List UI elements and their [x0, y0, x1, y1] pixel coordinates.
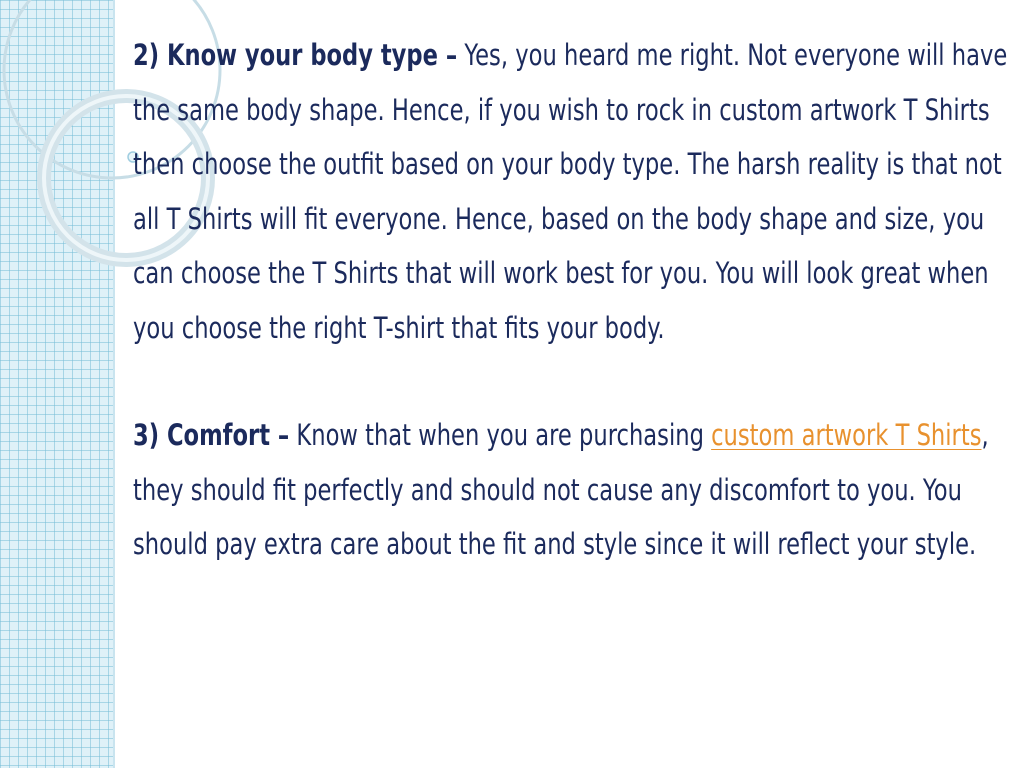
text-comfort-intro: Know that when you are purchasing [289, 418, 712, 452]
heading-comfort: 3) Comfort – [133, 418, 290, 452]
text-body-type: Yes, you heard me right. Not everyone will have the same body shape. Hence, if you wish to rock in custom artwork T Shirts then choose the outfit based on your body type. The harsh reality is that not all T Shirts will fit everyone. Hence, based on the body shape and size, you can choose the T Shirts that will work best for you. You will look great when you choose the right T-shirt that fits your body. [133, 38, 1008, 345]
custom-artwork-link[interactable]: custom artwork T Shirts [711, 418, 982, 452]
text-comfort-rest: , they should fit perfectly and should not cause any discomfort to you. You should pay extra care about the fit and style since it will reflect your style. [133, 418, 989, 561]
body-text [133, 28, 1013, 572]
heading-body-type: 2) Know your body type – [133, 38, 458, 72]
paragraph-body-type [133, 28, 1013, 355]
paragraph-comfort [133, 408, 1013, 572]
